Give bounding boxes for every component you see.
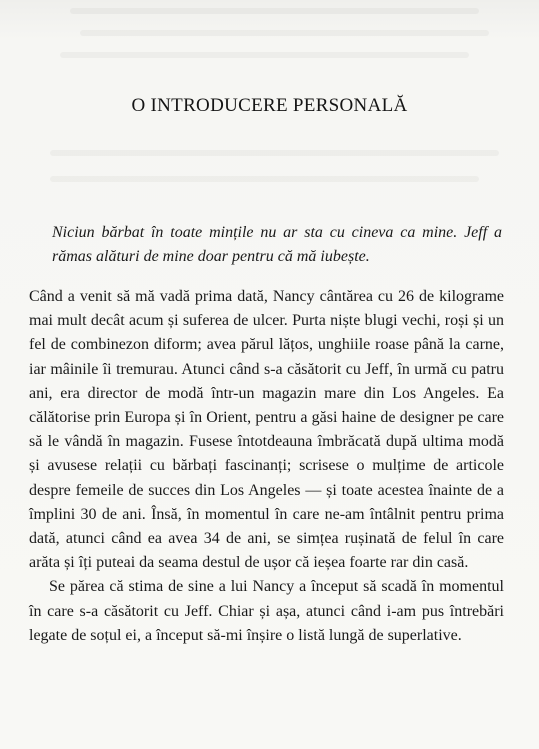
chapter-title: O INTRODUCERE PERSONALĂ — [131, 95, 408, 116]
bleed-through-line — [50, 150, 499, 156]
epigraph-quote: Niciun bărbat în toate mințile nu ar sta cu cineva ca mine. Jeff a rămas alături de mine doar pentru că mă iubește. — [52, 224, 502, 265]
bleed-through-line — [60, 52, 469, 58]
paragraph-1: Când a venit să mă vadă prima dată, Nancy cântărea cu 26 de kilograme mai mult decât acum și suferea de ulcer. Purta niște blugi vechi, roși și un fel de combinezon diform; avea părul lățos, unghiile roase până la carne, iar mâinile îi tremurau. Atunci când s-a căsătorit cu Jeff, în urmă cu patru ani, era director de modă într-un magazin mare din Los Angeles. Ea călătorise prin Europa și în Orient, pentru a găsi haine de designer pe care să le vândă în magazin. Fusese întotdeauna îmbrăcată după ultima modă și avusese relații cu bărbați fascinanți; scrisese o mulțime de articole despre femeile de succes din Los Angeles — și toate acestea înainte de a împlini 30 de ani. Însă, în momentul în care ne-am întâlnit pentru prima dată, atunci când ea avea 34 de ani, se simțea rușinată de felul în care arăta și îți puteai da seama destul de ușor că ieșea foarte rar din casă. — [29, 288, 504, 572]
bleed-through-line — [70, 8, 479, 14]
body-text — [29, 285, 504, 648]
paragraph-2: Se părea că stima de sine a lui Nancy a început să scadă în momentul în care s-a căsătorit cu Jeff. Chiar și așa, atunci când i-am pus întrebări legate de soțul ei, a început să-mi înșire o listă lungă de superlative. — [29, 578, 504, 644]
bleed-through-line — [80, 30, 489, 36]
bleed-through-line — [50, 176, 479, 182]
